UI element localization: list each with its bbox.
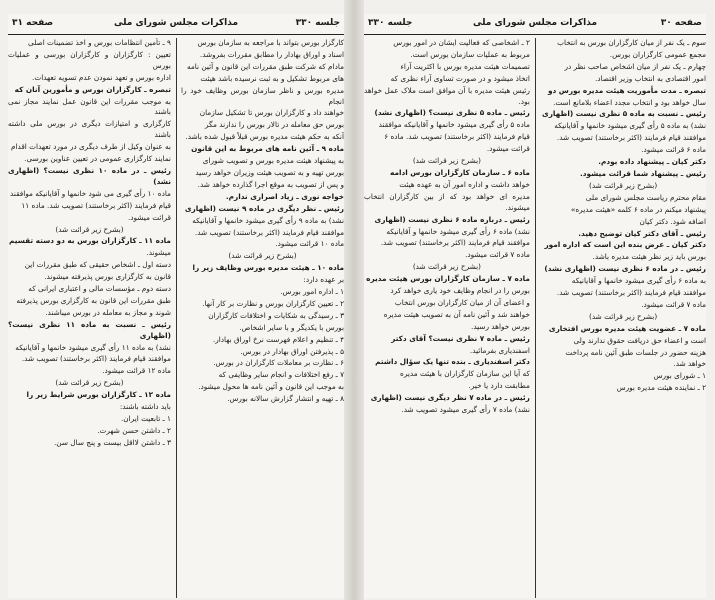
- list-item: ۲ ـ داشتن حسن شهرت.: [97, 425, 171, 435]
- paragraph: نشد) به ماده ۹ رأی گیری میشود خانمها و آقایانیکه: [192, 215, 344, 225]
- paragraph: اتخاذ میشود و در صورت تساوی آراء نظری که: [390, 73, 530, 83]
- right-page-title: مذاکرات مجلس شورای ملی: [472, 18, 598, 28]
- paragraph: کارگزار بورس بتواند با مراجعه به سازمان بورس: [197, 38, 344, 47]
- article-heading: ماده ۷ ـ عضویت هیئت مدیره بورس افتخاری: [548, 323, 706, 333]
- paragraph: موافقند قیام فرمایند (اکثر برخاستند) تصویب شد.: [194, 227, 344, 237]
- list-item: بورس با یکدیگر و با سایر اشخاص.: [239, 322, 344, 332]
- speaker-line: رئیس ـ نظر دیگری در ماده ۹ نیست (اظهاری: [184, 203, 344, 213]
- speaker-line: رئیس ـ آقای دکتر کیان توضیح دهید.: [578, 228, 706, 238]
- paragraph: دسته دوم ـ مؤسسات مالی و اعتباری ایرانی که: [28, 284, 171, 294]
- right-page-columns: [364, 38, 706, 598]
- left-page-title: مذاکرات مجلس شورای ملی: [113, 18, 239, 28]
- paragraph: مادام که شرکت طبق مقررات این قانون و آئین نامه: [186, 61, 344, 71]
- speaker-line: رئیس ـ در ماده ۷ نظر دیگری نیست (اظهاری: [370, 393, 530, 403]
- speaker-line: رئیس ـ در ماده ۶ نظری نیست (اظهاری نشد): [544, 264, 706, 274]
- left-page-column-second: [8, 38, 171, 598]
- right-page-column-first: [540, 38, 706, 598]
- paragraph: میشوند.: [146, 248, 171, 258]
- list-item: ۸ ـ تهیه و انتشار گزارش سالانه بورس.: [227, 394, 344, 404]
- paragraph: مجمع عمومی کارگزاران بورس.: [609, 49, 706, 59]
- paragraph: نشد) به ماده ۵ رأی گیری میشود خانمها و آقایانیکه: [554, 121, 706, 131]
- paragraph: به ماده ۶ رأی گیری میشود خانمها و آقایانیکه: [571, 276, 706, 286]
- paragraph: به موجب مقررات این قانون عمل نمایند مجاز نمی باشند: [8, 96, 171, 117]
- right-page-number: صفحه ۳۰: [660, 18, 702, 28]
- paragraph: قانون به کارگزاری بورس پذیرفته میشوند.: [44, 272, 171, 282]
- paragraph: بورس باید زیر نظر هیئت مدیره باشد.: [592, 252, 706, 262]
- note-heading: تبصره ـ مدت مأموریت هیئت مدیره بورس دو: [547, 85, 706, 95]
- paragraph: بورس خواهد رسید.: [471, 321, 530, 331]
- paragraph: بر عهده دارد:: [303, 275, 344, 285]
- reading-note: (بشرح زیر قرائت شد): [588, 180, 658, 190]
- paragraph: هزینه حضور در جلسات طبق آئین نامه پرداخت: [565, 347, 706, 357]
- speaker-line: رئیس ـ ماده ۷ نظری نیست؟ آقای دکتر: [391, 333, 530, 343]
- speaker-line: رئیس ـ نسبت به ماده ۱۱ نظری نیست؟ (اظهاری: [8, 319, 171, 340]
- paragraph: موافقند قیام فرمایند (اکثر برخاستند) تصویب شد.: [21, 354, 171, 364]
- speaker-line: رئیس ـ پیشنهاد شما قرائت میشود.: [580, 168, 706, 178]
- reading-note: (بشرح زیر قرائت شد): [588, 311, 658, 321]
- list-item: ۴ ـ تنظیم و اعلام فهرست نرخ اوراق بهادار.: [212, 334, 344, 344]
- paragraph: موافقند قیام فرمایند (اکثر برخاستند) تصویب شد.: [556, 288, 706, 298]
- paragraph: باید داشته باشند:: [119, 402, 171, 412]
- list-item: ۹ ـ تأمین انتظامات بورس و اخذ تضمینات اصلی: [28, 38, 171, 47]
- speaker-line: رئیس ـ نسبت به ماده ۵ نظری نیست (اظهاری: [542, 109, 706, 119]
- paragraph: نشد) ماده ۷ رأی گیری میشود تصویب شد.: [401, 405, 530, 415]
- paragraph: موافقند قیام فرمایند (اکثر برخاستند) تصویب شد.: [556, 133, 706, 143]
- left-page-header: [8, 14, 344, 35]
- right-page: [364, 14, 706, 598]
- paragraph: ماده ۱۲ قرائت میشود.: [102, 366, 171, 376]
- list-item: ۳ ـ داشتن لااقل بیست و پنج سال سن.: [53, 437, 171, 447]
- paragraph: های مربوط تشکیل و به ثبت نرسیده باشد هیئت: [200, 73, 344, 83]
- paragraph: موافقند قیام فرمایند (اکثر برخاستند) تصویب شد.: [380, 238, 530, 248]
- paragraph: و اعضای آن از میان کارگزاران بورس انتخاب: [394, 297, 530, 307]
- article-heading: ماده ۶ ـ سازمان کارگزاران بورس ادامه: [390, 167, 530, 177]
- article-heading: ماده ۹ ـ آئین نامه های مربوط به این قانون: [191, 144, 344, 154]
- speaker-line: خواجه نوری ـ زیاد اصراری ندارم.: [225, 191, 344, 201]
- list-item: ۵ ـ پذیرفتن اوراق بهادار در بورس.: [240, 346, 344, 356]
- paragraph: پیشنهاد میکنم در ماده ۶ کلمه «هیئت مدیره»: [570, 204, 706, 214]
- paragraph: سال خواهد بود و انتخاب مجدد اعضاء بلامانع است.: [553, 97, 706, 107]
- paragraph: ماده ۷ قرائت میشود.: [465, 250, 530, 260]
- paragraph: کارگزاری و امتیازات دیگری در بورس ملی داشته باشند: [8, 119, 171, 140]
- list-item: ۱ ـ اداره امور بورس.: [280, 287, 344, 297]
- paragraph: اسفندیاری بفرمائید.: [469, 345, 530, 355]
- left-page-columns: [8, 38, 344, 598]
- paragraph: به عنوان وکیل از طرف دیگری در مورد تعهدات اقدام: [10, 142, 171, 152]
- paragraph: ماده ۱۰ قرائت میشود.: [275, 239, 344, 249]
- right-page-header: [364, 14, 706, 35]
- list-item: به موجب این قانون و آئین نامه ها محول میشود.: [198, 382, 344, 392]
- speaker-line: رئیس ـ در ماده ۱۰ نظری نیست؟ (اظهاری نشد): [8, 165, 171, 186]
- paragraph: نشد) به ماده ۱۱ رأی گیری میشود خانمها و آقایانیکه: [15, 342, 171, 352]
- paragraph: آنکه به حکم هیئت مدیره بورس قبلاً قبول شده باشد.: [185, 132, 344, 142]
- speaker-line: دکتر کیان ـ عرض بنده این است که اداره امور: [544, 240, 706, 250]
- right-page-column-second: [364, 38, 530, 598]
- reading-note: (بشرح زیر قرائت شد): [55, 224, 124, 234]
- left-page-number: صفحه ۳۱: [12, 18, 54, 28]
- paragraph: قرائت میشود.: [127, 212, 171, 222]
- reading-note: (بشرح زیر قرائت شد): [228, 251, 297, 261]
- paragraph: طبق مقررات این قانون به کارگزاری بورس پذیرفته: [16, 295, 171, 305]
- paragraph: ماده ۷ قرائت میشود.: [641, 299, 706, 309]
- paragraph: که آیا این سازمان کارگزاران با هیئت مدیره: [400, 369, 530, 379]
- speaker-line: رئیس ـ درباره ماده ۶ نظری نیست (اظهاری: [374, 214, 530, 224]
- paragraph: قیام فرمایند (اکثر برخاستند) تصویب شد. ماده ۱۱: [21, 200, 171, 210]
- list-item: ۲ ـ نماینده هیئت مدیره بورس: [616, 383, 706, 393]
- paragraph: خواهند داد و کارگزاران بورس تا تشکیل سازمان: [199, 108, 344, 118]
- paragraph: تعیین : کارگزاران و کارگزاران بورسی و عملیات بورس: [8, 49, 171, 70]
- paragraph: مدیره ای خواهد بود که از بین کارگزاران انتخاب میشوند.: [364, 191, 530, 212]
- paragraph: اسناد و اوراق بهادار را مطابق مقررات بفروشد.: [199, 49, 344, 59]
- left-column-divider: [176, 38, 177, 598]
- paragraph: اضافه شود. دکتر کیان: [639, 216, 706, 226]
- paragraph: چهارم ـ یک نفر از میان اشخاص صاحب نظر در: [564, 61, 706, 71]
- list-item: ۷ ـ رفع اختلافات و انجام سایر وظایفی که: [218, 370, 344, 380]
- left-page: [8, 14, 344, 598]
- speaker-line: رئیس ـ ماده ۵ نظری نیست؟ (اظهاری نشد): [374, 108, 530, 118]
- note-heading: تبصره ـ کارگزاران بورس و مأمورین آنان که: [14, 84, 171, 94]
- paragraph: دسته اول ـ اشخاص حقیقی که طبق مقررات این: [24, 260, 171, 270]
- reading-note: (بشرح زیر قرائت شد): [412, 262, 482, 272]
- paragraph: به پیشنهاد هیئت مدیره بورس و تصویب شورای: [202, 156, 344, 166]
- reading-note: (بشرح زیر قرائت شد): [412, 156, 482, 166]
- paragraph: بورس حق معامله در تالار بورس را ندارند مگر: [204, 120, 344, 130]
- right-page-session: جلسه ۳۳۰: [368, 18, 413, 28]
- paragraph: مربوط به عملیات سازمان بورس است.: [410, 49, 530, 59]
- list-item: ۶ ـ نظارت بر معاملات کارگزاران در بورس.: [213, 358, 344, 368]
- paragraph: ماده ۵ رأی گیری میشود خانمها و آقایانیکه موافقند: [378, 120, 530, 130]
- left-page-column-first: [181, 38, 344, 598]
- article-heading: ماده ۱۱ ـ کارگزاران بورس به دو دسته تقسیم: [9, 236, 171, 246]
- paragraph: سوم ـ یک نفر از میان کارگزاران بورس به انتخاب: [557, 38, 706, 47]
- paragraph: مطابقت دارد یا خیر.: [468, 381, 530, 391]
- list-item: ۱ ـ شورای بورس: [653, 371, 706, 381]
- reading-note: (بشرح زیر قرائت شد): [55, 378, 124, 388]
- paragraph: ماده ۱۰ رأی گیری می شود خانمها و آقایانیکه موافقند: [10, 188, 171, 198]
- paragraph: قیام فرمایند (اکثر برخاستند) تصویب شد. ماده ۶: [384, 132, 530, 142]
- paragraph: بورس را در انجام وظایف خود یاری خواهد کرد: [390, 286, 530, 296]
- list-item: ۲ ـ اشخاصی که فعالیت ایشان در امور بورس: [393, 38, 530, 47]
- article-heading: ماده ۱۰ ـ هیئت مدیره بورس وظایف زیر را: [192, 263, 344, 273]
- paragraph: خواهد داشت و اداره امور آن به عهده هیئت: [399, 179, 530, 189]
- paragraph: نشد) ماده ۶ رأی گیری میشود خانمها و آقایانیکه: [386, 226, 530, 236]
- paragraph: اداره بورس و تعهد نمودن عدم تسویه تعهدات.: [32, 72, 171, 82]
- paragraph: رئیس هیئت مدیره با آن موافق است ملاک عمل خواهد بود.: [364, 85, 530, 106]
- paragraph: امور اقتصادی به انتخاب وزیر اقتصاد.: [594, 73, 706, 83]
- speaker-line: دکتر کیان ـ پیشنهاد داده بودم.: [598, 157, 706, 167]
- paragraph: بورس تهیه و به تصویب هیئت وزیران خواهد رسید: [195, 167, 344, 177]
- article-heading: ماده ۷ ـ سازمان کارگزاران بورس هیئت مدیره: [366, 274, 530, 284]
- paragraph: نمایند کارگزاری عمومی در تعیین عناوین بورسی.: [24, 154, 171, 164]
- paragraph: شوند و مجاز به معامله در بورس میباشند.: [45, 307, 171, 317]
- left-page-session: جلسه ۳۳۰: [295, 18, 340, 28]
- book-gutter: [344, 0, 364, 600]
- list-item: ۳ ـ رسیدگی به شکایات و اختلافات کارگزاران: [208, 310, 344, 320]
- list-item: ۲ ـ تعیین کارگزاران بورس و نظارت بر کار آنها.: [202, 298, 344, 308]
- paragraph: خواهد شد.: [673, 359, 706, 369]
- paragraph: مقام محترم ریاست مجلس شورای ملی: [585, 192, 706, 202]
- list-item: ۱ ـ تابعیت ایران.: [120, 414, 171, 423]
- paragraph: قرائت میشود.: [486, 144, 530, 154]
- paragraph: مدیره بورس و ناظر سازمان بورس وظایف خود را انجام: [181, 85, 344, 106]
- right-column-divider: [535, 38, 536, 598]
- paragraph: تصمیمات هیئت مدیره بورس با اکثریت آراء: [400, 61, 530, 71]
- paragraph: خواهند شد و آئین نامه آن به تصویب هیئت مدیره: [383, 309, 530, 319]
- paragraph: است و اعضاء حق دریافت حقوق ندارند ولی: [573, 335, 706, 345]
- speaker-line: دکتر اسفندیاری ـ بنده تنها یک سؤال داشتم: [375, 357, 530, 367]
- article-heading: ماده ۱۲ ـ کارگزاران بورس شرایط زیر را: [26, 390, 171, 400]
- paragraph: و پس از تصویب به موقع اجرا گذارده خواهد شد.: [197, 179, 344, 189]
- paragraph: ماده ۶ قرائت میشود.: [641, 145, 706, 155]
